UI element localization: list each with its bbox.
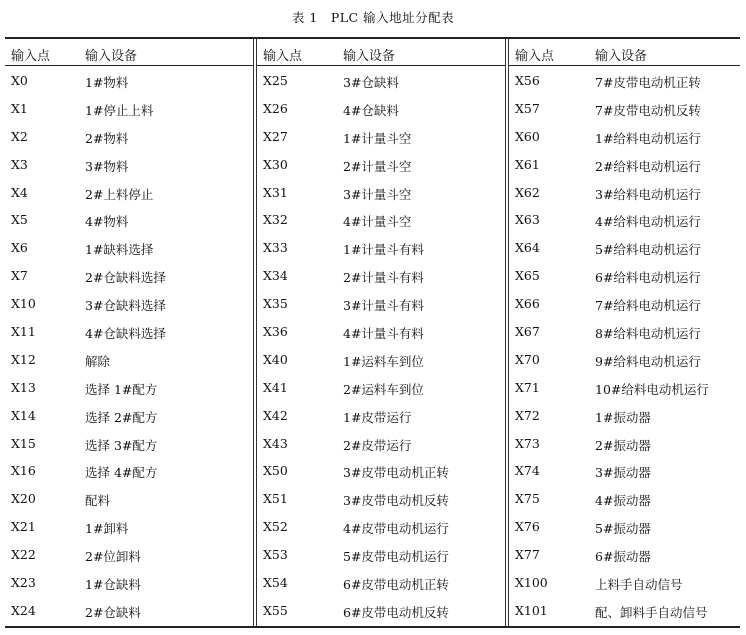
input-device-cell: 4#计量斗空 (343, 214, 412, 230)
table-row (5, 373, 253, 401)
input-point-cell: X76 (515, 519, 540, 535)
header-device: 输入设备 (343, 49, 396, 64)
table-row (5, 122, 253, 150)
input-point-cell: X100 (515, 575, 548, 591)
input-device-cell: 选择 3#配方 (85, 437, 158, 453)
table-row (257, 512, 505, 540)
table-row (5, 540, 253, 568)
table-row (509, 596, 740, 624)
input-device-cell: 2#仓缺料 (85, 604, 141, 620)
header-point: 输入点 (515, 49, 555, 64)
input-device-cell: 6#皮带电动机反转 (343, 604, 449, 620)
input-device-cell: 1#缺料选择 (85, 242, 154, 258)
table-row (257, 261, 505, 289)
table-row (509, 289, 740, 317)
input-point-cell: X67 (515, 324, 540, 340)
table-row (5, 94, 253, 122)
table-row (509, 150, 740, 178)
input-point-cell: X31 (263, 184, 288, 200)
input-device-cell: 1#卸料 (85, 521, 129, 537)
input-device-cell: 1#计量斗有料 (343, 242, 424, 258)
input-point-cell: X21 (11, 519, 36, 535)
input-point-cell: X56 (515, 73, 540, 88)
input-device-cell: 7#皮带电动机反转 (595, 102, 701, 118)
input-device-cell: 4#计量斗有料 (343, 326, 424, 342)
table-row (257, 540, 505, 568)
input-point-cell: X65 (515, 268, 540, 284)
input-point-cell: X71 (515, 379, 540, 395)
table-row (509, 568, 740, 596)
input-device-cell: 3#物料 (85, 158, 129, 174)
input-point-cell: X72 (515, 407, 540, 423)
input-device-cell: 1#停止上料 (85, 102, 154, 118)
table-row (5, 205, 253, 233)
input-device-cell: 2#仓缺料选择 (85, 270, 166, 286)
input-device-cell: 7#给料电动机运行 (595, 298, 701, 314)
table-row (509, 66, 740, 94)
table-row (509, 484, 740, 512)
table-row (257, 568, 505, 596)
table-column-1 (5, 39, 253, 626)
input-device-cell: 2#给料电动机运行 (595, 158, 701, 174)
table-row (257, 429, 505, 457)
input-point-cell: X34 (263, 268, 288, 284)
table-row (5, 66, 253, 94)
table-row (257, 150, 505, 178)
input-device-cell: 1#计量斗空 (343, 130, 412, 146)
table-row (257, 122, 505, 150)
input-device-cell: 3#计量斗空 (343, 186, 412, 202)
table-row (257, 373, 505, 401)
input-point-cell: X61 (515, 156, 540, 172)
input-point-cell: X36 (263, 324, 288, 340)
input-point-cell: X41 (263, 379, 288, 395)
input-point-cell: X23 (11, 575, 36, 591)
input-point-cell: X53 (263, 547, 288, 563)
input-point-cell: X16 (11, 463, 36, 479)
table-column-3 (509, 39, 740, 626)
input-point-cell: X50 (263, 463, 288, 479)
input-device-cell: 1#振动器 (595, 409, 651, 425)
input-point-cell: X66 (515, 296, 540, 312)
input-point-cell: X15 (11, 435, 36, 451)
table-row (509, 401, 740, 429)
input-device-cell: 3#给料电动机运行 (595, 186, 701, 202)
input-point-cell: X35 (263, 296, 288, 312)
input-device-cell: 解除 (85, 353, 111, 369)
table-row (5, 261, 253, 289)
table-row (5, 568, 253, 596)
input-device-cell: 6#皮带电动机正转 (343, 577, 449, 593)
input-device-cell: 上料手自动信号 (595, 577, 683, 593)
table-row (509, 317, 740, 345)
input-point-cell: X22 (11, 547, 36, 563)
input-point-cell: X32 (263, 212, 288, 228)
input-point-cell: X33 (263, 240, 288, 256)
table-row (509, 261, 740, 289)
table-row (509, 122, 740, 150)
input-device-cell: 4#皮带电动机运行 (343, 521, 449, 537)
header-point: 输入点 (11, 49, 51, 64)
table-row (509, 94, 740, 122)
input-point-cell: X77 (515, 547, 540, 563)
input-device-cell: 4#仓缺料选择 (85, 326, 166, 342)
table-row (5, 456, 253, 484)
input-device-cell: 8#给料电动机运行 (595, 326, 701, 342)
table-row (5, 289, 253, 317)
table-row (257, 317, 505, 345)
input-device-cell: 选择 2#配方 (85, 409, 158, 425)
table-row (257, 66, 505, 94)
table-row (257, 233, 505, 261)
table-header (5, 39, 253, 66)
input-point-cell: X54 (263, 575, 288, 591)
input-point-cell: X43 (263, 435, 288, 451)
input-device-cell: 3#仓缺料选择 (85, 298, 166, 314)
input-point-cell: X2 (11, 128, 28, 144)
input-point-cell: X27 (263, 128, 288, 144)
table-row (5, 317, 253, 345)
input-point-cell: X11 (11, 324, 36, 340)
table-caption: 表 1 PLC 输入地址分配表 (291, 10, 455, 25)
input-device-cell: 6#振动器 (595, 549, 651, 565)
input-device-cell: 配、卸料手自动信号 (595, 604, 708, 620)
input-device-cell: 3#振动器 (595, 465, 651, 481)
table-row (257, 205, 505, 233)
table-row (509, 345, 740, 373)
input-device-cell: 2#振动器 (595, 437, 651, 453)
table-row (257, 596, 505, 624)
table-row (5, 429, 253, 457)
input-device-cell: 5#振动器 (595, 521, 651, 537)
input-point-cell: X1 (11, 100, 28, 116)
input-device-cell: 4#振动器 (595, 493, 651, 509)
input-device-cell: 2#上料停止 (85, 186, 154, 202)
input-device-cell: 选择 1#配方 (85, 381, 158, 397)
table-row (509, 233, 740, 261)
input-point-cell: X25 (263, 73, 288, 88)
input-device-cell: 3#皮带电动机反转 (343, 493, 449, 509)
input-point-cell: X7 (11, 268, 28, 284)
table-row (509, 373, 740, 401)
table-row (5, 345, 253, 373)
input-point-cell: X5 (11, 212, 28, 228)
input-point-cell: X30 (263, 156, 288, 172)
input-point-cell: X57 (515, 100, 540, 116)
input-point-cell: X20 (11, 491, 36, 507)
table-row (509, 429, 740, 457)
input-device-cell: 3#仓缺料 (343, 75, 399, 90)
input-point-cell: X3 (11, 156, 28, 172)
input-point-cell: X51 (263, 491, 288, 507)
input-point-cell: X75 (515, 491, 540, 507)
input-device-cell: 配料 (85, 493, 111, 509)
table-row (5, 512, 253, 540)
input-device-cell: 9#给料电动机运行 (595, 353, 701, 369)
header-device: 输入设备 (595, 49, 648, 64)
input-point-cell: X13 (11, 379, 36, 395)
input-point-cell: X55 (263, 602, 288, 618)
table-header (509, 39, 740, 66)
table-row (257, 345, 505, 373)
input-device-cell: 2#计量斗空 (343, 158, 412, 174)
input-point-cell: X101 (515, 602, 548, 618)
input-point-cell: X70 (515, 351, 540, 367)
input-point-cell: X24 (11, 602, 36, 618)
input-point-cell: X64 (515, 240, 540, 256)
input-point-cell: X74 (515, 463, 540, 479)
input-device-cell: 1#仓缺料 (85, 577, 141, 593)
input-device-cell: 4#物料 (85, 214, 129, 230)
input-point-cell: X12 (11, 351, 36, 367)
table-column-2 (257, 39, 505, 626)
input-device-cell: 5#给料电动机运行 (595, 242, 701, 258)
input-device-cell: 1#给料电动机运行 (595, 130, 701, 146)
input-device-cell: 2#物料 (85, 130, 129, 146)
input-device-cell: 2#计量斗有料 (343, 270, 424, 286)
input-point-cell: X10 (11, 296, 36, 312)
header-point: 输入点 (263, 49, 303, 64)
input-device-cell: 3#皮带电动机正转 (343, 465, 449, 481)
input-point-cell: X63 (515, 212, 540, 228)
input-point-cell: X26 (263, 100, 288, 116)
input-device-cell: 7#皮带电动机正转 (595, 75, 701, 90)
input-device-cell: 2#皮带运行 (343, 437, 412, 453)
input-point-cell: X60 (515, 128, 540, 144)
input-device-cell: 4#给料电动机运行 (595, 214, 701, 230)
table-row (5, 178, 253, 206)
input-point-cell: X40 (263, 351, 288, 367)
table-row (257, 484, 505, 512)
input-point-cell: X14 (11, 407, 36, 423)
input-device-cell: 10#给料电动机运行 (595, 381, 709, 397)
table-row (5, 401, 253, 429)
input-device-cell: 5#皮带电动机运行 (343, 549, 449, 565)
input-device-cell: 3#计量斗有料 (343, 298, 424, 314)
header-device: 输入设备 (85, 49, 138, 64)
input-device-cell: 2#位卸料 (85, 549, 141, 565)
table-row (5, 233, 253, 261)
table-row (509, 540, 740, 568)
table-row (257, 456, 505, 484)
input-point-cell: X62 (515, 184, 540, 200)
table-row (257, 289, 505, 317)
input-point-cell: X6 (11, 240, 28, 256)
input-device-cell: 6#给料电动机运行 (595, 270, 701, 286)
table-row (257, 94, 505, 122)
table-row (5, 150, 253, 178)
input-device-cell: 1#皮带运行 (343, 409, 412, 425)
input-point-cell: X0 (11, 73, 28, 88)
input-point-cell: X4 (11, 184, 28, 200)
table-row (257, 178, 505, 206)
table-row (257, 401, 505, 429)
input-device-cell: 4#仓缺料 (343, 102, 399, 118)
table-row (509, 205, 740, 233)
input-device-cell: 1#物料 (85, 75, 129, 90)
table-row (5, 596, 253, 624)
input-point-cell: X52 (263, 519, 288, 535)
input-point-cell: X42 (263, 407, 288, 423)
table-row (509, 456, 740, 484)
table-row (509, 178, 740, 206)
table-row (5, 484, 253, 512)
input-point-cell: X73 (515, 435, 540, 451)
input-device-cell: 1#运料车到位 (343, 353, 424, 369)
table-row (509, 512, 740, 540)
input-device-cell: 2#运料车到位 (343, 381, 424, 397)
table-header (257, 39, 505, 66)
io-address-table (5, 37, 740, 628)
input-device-cell: 选择 4#配方 (85, 465, 158, 481)
